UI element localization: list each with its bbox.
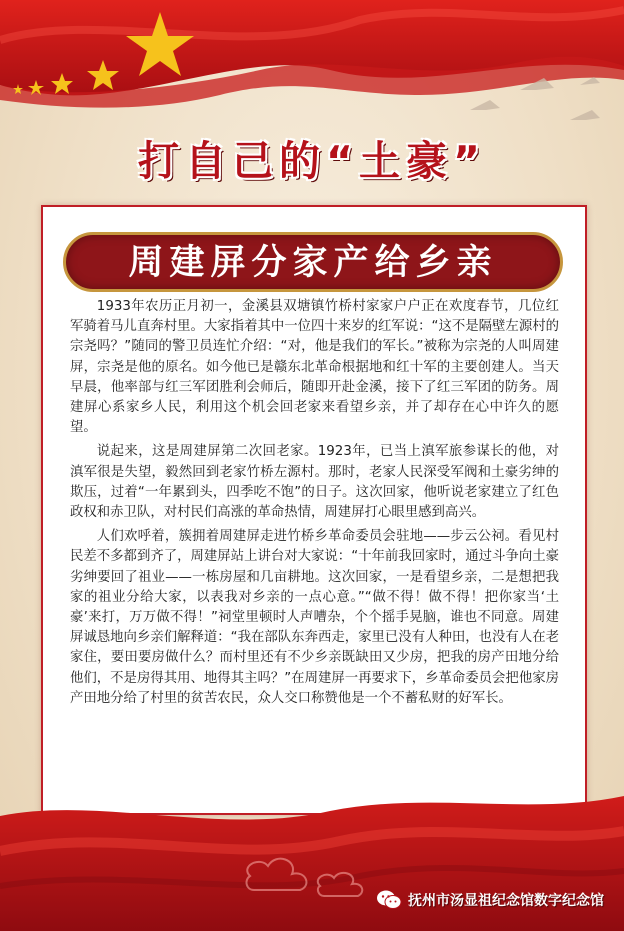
paragraph-3: 人们欢呼着，簇拥着周建屏走进竹桥乡革命委员会驻地——步云公祠。看见村民差不多都到齐了，周建屏站上讲台对大家说：“十年前我回家时，通过斗争向土豪劣绅要回了祖业——一栋房屋和几亩耕地。这次回家，一是看望乡亲，二是想把我家的祖业分给大家，以表我对乡亲的一点心意。”“做不得！做不得！把你家当‘土豪’来打，万万做不得！”祠堂里顿时人声嘈杂，个个摇手晃脑，谁也不同意。周建屏诚恳地向乡亲们解释道：“我在部队东奔西走，家里已没有人种田，也没有人在老家住，要田要房做什么？而村里还有不少乡亲既缺田又少房，把我的房产田地分给他们，不是房得其用、地得其主吗？”在周建屏一再要求下，乡革命委员会把他家房产田地分给了村里的贫苦农民，众人交口称赞他是一个不蓄私财的好军长。 — [70, 529, 559, 706]
footer-text: 抚州市汤显祖纪念馆数字纪念馆 — [408, 893, 604, 909]
paragraph-2: 说起来，这是周建屏第二次回老家。1923年，已当上滇军旅参谋长的他，对滇军很是失望，毅然回到老家竹桥左源村。那时，老家人民深受军阀和土豪劣绅的欺压，过着“一年累到头，四季吃不饱”的日子。这次回家，他听说老家建立了红色政权和赤卫队，对村民们高涨的革命热情，周建屏打心眼里感到高兴。 — [70, 444, 559, 521]
footer-credit — [376, 889, 604, 911]
headline: 打自己的“土豪” — [138, 137, 486, 185]
title-banner — [63, 232, 563, 292]
article-body — [70, 297, 559, 713]
wechat-icon — [376, 889, 402, 911]
title-banner-text: 周建屏分家产给乡亲 — [128, 243, 498, 283]
paragraph-1: 1933年农历正月初一，金溪县双塘镇竹桥村家家户户正在欢度春节，几位红军骑着马儿直奔村里。大家指着其中一位四十来岁的红军说：“这不是隔壁左源村的宗尧吗？”随同的警卫员连忙介绍：“对，他是我们的军长。”被称为宗尧的人叫周建屏，宗尧是他的原名。如今他已是赣东北革命根据地和红十军的主要创建人。当天早晨，他率部与红三军团胜利会师后，随即开赴金溪，接下了红三军团的防务。周建屏心系家乡人民，利用这个机会回老家来看望乡亲，并了却存在心中许久的愿望。 — [70, 299, 559, 436]
